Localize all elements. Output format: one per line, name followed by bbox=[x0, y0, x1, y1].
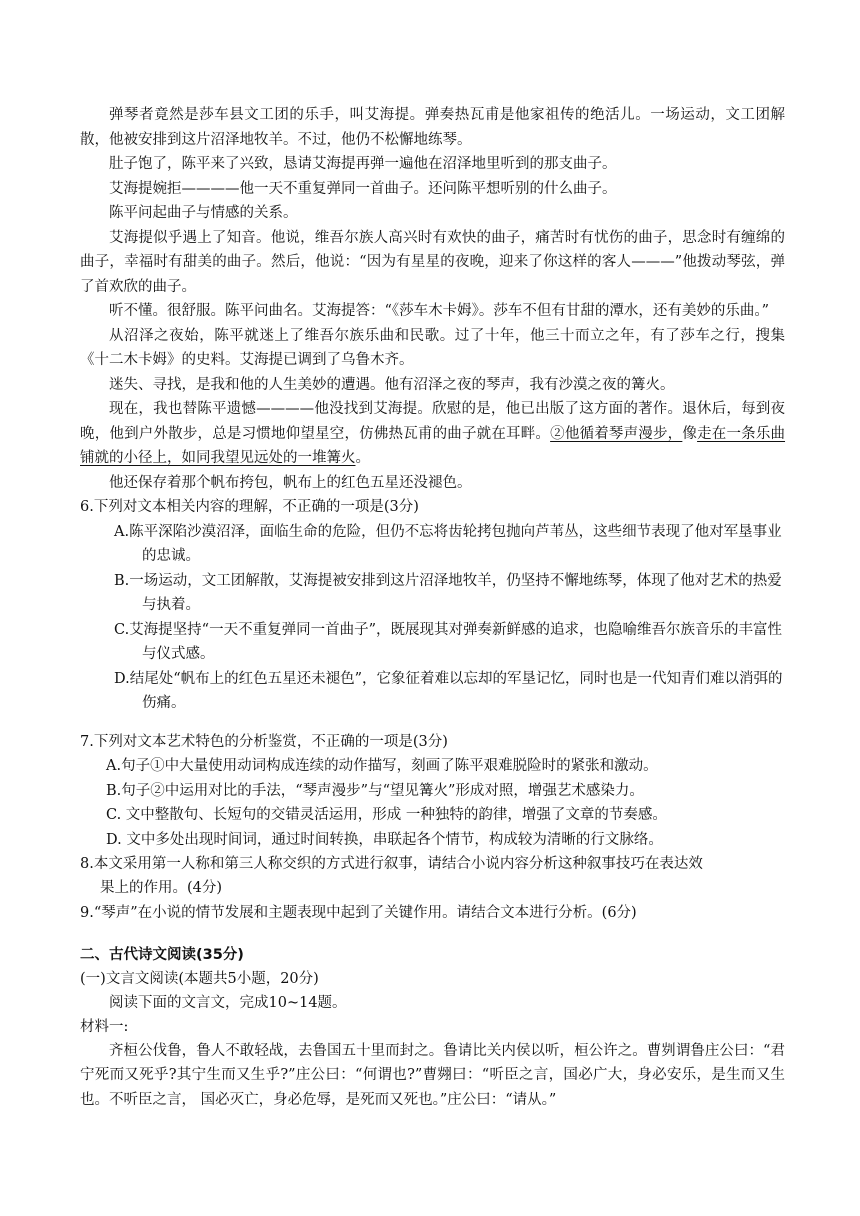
q7-option-a: A.句子①中大量使用动词构成连续的动作描写，刻画了陈平艰难脱险时的紧张和激动。 bbox=[106, 758, 658, 774]
underlined-sentence-2-cont: 走在一条乐曲铺就的小径上，如同我望见远处的一堆篝火 bbox=[80, 425, 786, 466]
story-paragraph: 艾海提婉拒————他一天不重复弹同一首曲子。还问陈平想听别的什么曲子。 bbox=[109, 180, 617, 197]
spacer bbox=[80, 716, 785, 730]
q7-option-c: C. 文中整散句、长短句的交错灵活运用，形成 一种独特的韵律，增强了文章的节奏感。 bbox=[106, 807, 667, 823]
material-text: 齐桓公伐鲁，鲁人不敢轻战，去鲁国五十里而封之。鲁请比关内侯以听，桓公许之。曹刿谓鲁庄公曰：“君宁死而又死乎?其宁生而又生乎?”庄公曰：“何谓也?”曹翙曰：“听臣之言，国必广大，身必安乐，是生而又生也。不听臣之言， 国必灭亡，身必危辱，是死而又死也。”庄公曰：“请从。” bbox=[80, 1042, 785, 1108]
section-2-subtitle: (一)文言文阅读(本题共5小题，20分) bbox=[80, 970, 319, 987]
question-9: 9.“琴声”在小说的情节发展和主题表现中起到了关键作用。请结合文本进行分析。(6分) bbox=[80, 904, 637, 921]
spacer bbox=[80, 925, 785, 943]
q6-option-c: C.艾海提坚持“一天不重复弹同一首曲子”，既展现其对弹奏新鲜感的追求，也隐喻维吾尔族音乐的丰富性与仪式感。 bbox=[114, 621, 783, 662]
text-run: 。 bbox=[355, 450, 370, 466]
story-paragraph: 他还保存着那个帆布挎包，帆布上的红色五星还没褪色。 bbox=[109, 474, 472, 491]
story-paragraph: 陈平问起曲子与情感的关系。 bbox=[109, 205, 298, 221]
question-7-stem: 7.下列对文本艺术特色的分析鉴赏，不正确的一项是(3分) bbox=[80, 733, 448, 750]
q6-option-a: A.陈平深陷沙漠沼泽，面临生命的危险，但仍不忘将齿轮拷包抛向芦苇丛，这些细节表现了他对军垦事业的忠诚。 bbox=[114, 523, 782, 564]
underlined-sentence-2: ②他循着琴声漫步， bbox=[550, 425, 683, 442]
q6-option-d: D.结尾处“帆布上的红色五星还未褪色”，它象征着难以忘却的军垦记忆，同时也是一代知青们难以消弭的伤痛。 bbox=[114, 670, 783, 711]
question-8-line2: 果上的作用。(4分) bbox=[100, 880, 223, 896]
section-2-instruction: 阅读下面的文言文，完成10~14题。 bbox=[109, 994, 347, 1011]
story-paragraph-with-underline bbox=[80, 397, 785, 471]
document-page bbox=[80, 103, 785, 1112]
question-8-line1: 8.本文采用第一人称和第三人称交织的方式进行叙事，请结合小说内容分析这种叙事技巧在表达效 bbox=[80, 856, 703, 872]
q6-option-b: B.一场运动，文工团解散，艾海提被安排到这片沼泽地牧羊，仍坚持不懈地练琴，体现了他对艺术的热爱与执着。 bbox=[114, 572, 782, 613]
story-paragraph: 迷失、寻找，是我和他的人生美妙的遭遇。他有沼泽之夜的琴声，我有沙漠之夜的篝火。 bbox=[109, 376, 675, 393]
story-paragraph: 从沼泽之夜始，陈平就迷上了维吾尔族乐曲和民歌。过了十年，他三十而立之年，有了莎车之行，搜集《十二木卡姆》的史料。艾海提已调到了乌鲁木齐。 bbox=[80, 327, 785, 368]
q7-option-d: D. 文中多处出现时间词，通过时间转换，串联起各个情节，构成较为清晰的行文脉络。 bbox=[106, 831, 663, 848]
story-paragraph: 肚子饱了，陈平来了兴致，恳请艾海提再弹一遍他在沼泽地里听到的那支曲子。 bbox=[109, 156, 617, 172]
material-label: 材料一: bbox=[80, 1018, 129, 1035]
story-paragraph: 听不懂。很舒服。陈平问曲名。艾海提答：“《莎车木卡姆》。莎车不但有甘甜的潭水，还有美妙的乐曲。” bbox=[109, 303, 770, 319]
section-2-title: 二、古代诗文阅读(35分) bbox=[80, 946, 244, 963]
story-paragraph: 艾海提似乎遇上了知音。他说，维吾尔族人高兴时有欢快的曲子，痛苦时有忧伤的曲子，思念时有缠绵的曲子，幸福时有甜美的曲子。然后，他说：“因为有星星的夜晚，迎来了你这样的客人———”他拨动琴弦，弹了首欢欣的曲子。 bbox=[80, 229, 785, 295]
text-run: 现在，我也替陈平遗憾————他没找到艾海提。欣慰的是，他已出版了这方面的著作。退休后，每到夜晚，他到户外散步，总是习惯地仰望星空，仿佛热瓦甫的曲子就在耳畔。 bbox=[80, 401, 785, 442]
text-run: 像 bbox=[682, 425, 698, 442]
question-6-stem: 6.下列对文本相关内容的理解，不正确的一项是(3分) bbox=[80, 499, 419, 515]
q7-option-b: B.句子②中运用对比的手法，“琴声漫步”与“望见篝火”形成对照，增强艺术感染力。 bbox=[106, 782, 644, 799]
story-paragraph: 弹琴者竟然是莎车县文工团的乐手，叫艾海提。弹奏热瓦甫是他家祖传的绝活儿。一场运动，文工团解散，他被安排到这片沼泽地牧羊。不过，他仍不松懈地练琴。 bbox=[80, 107, 785, 148]
